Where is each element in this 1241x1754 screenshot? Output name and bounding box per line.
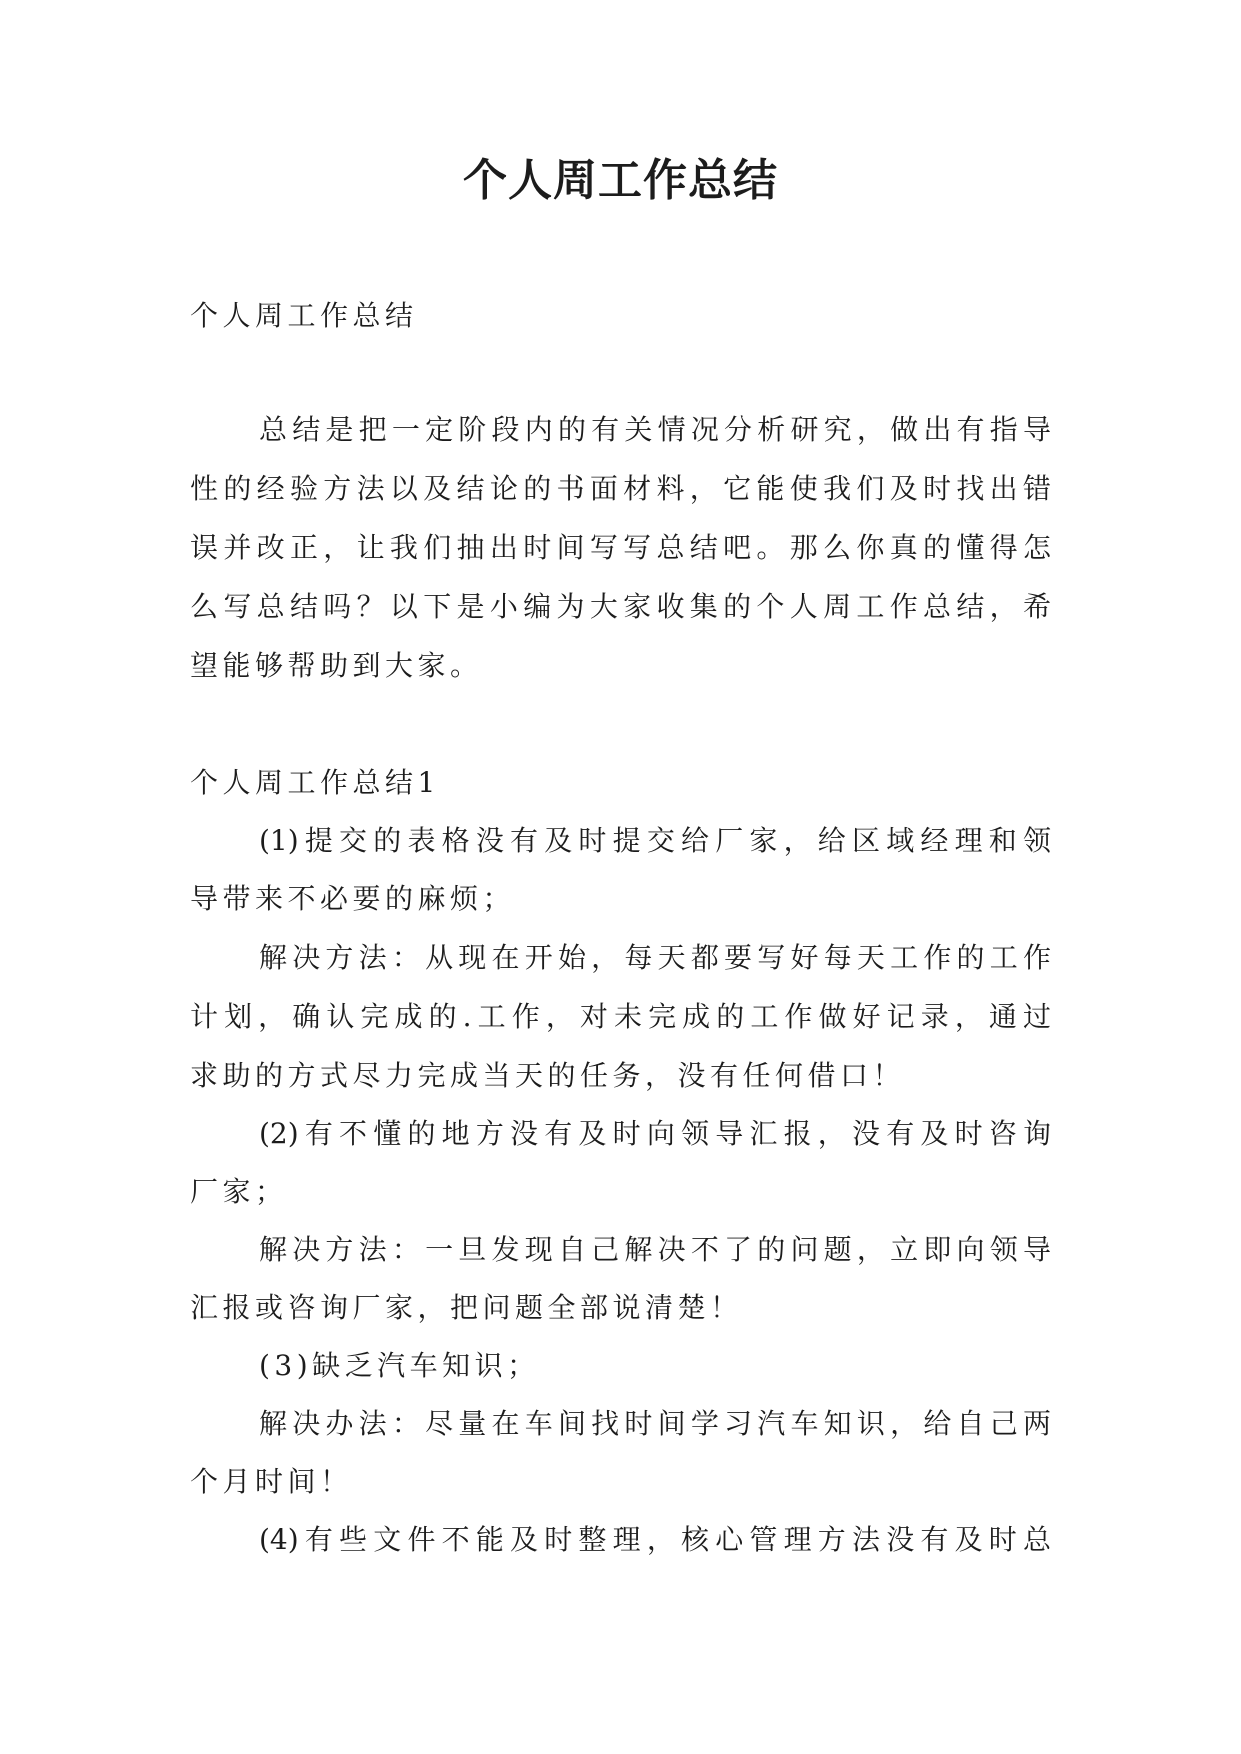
- section-line: 汇报或咨询厂家，把问题全部说清楚！: [190, 1291, 743, 1324]
- intro-line: 总结是把一定阶段内的有关情况分析研究，做出有指导: [259, 413, 1051, 446]
- intro-line: 误并改正，让我们抽出时间写写总结吧。那么你真的懂得怎: [190, 531, 1051, 564]
- section-line: 求助的方式尽力完成当天的任务，没有任何借口！: [190, 1059, 906, 1092]
- section-line: (1)提交的表格没有及时提交给厂家，给区域经理和领: [259, 824, 1051, 857]
- section-line: 解决办法：尽量在车间找时间学习汽车知识，给自己两: [259, 1407, 1051, 1440]
- section-line: 导带来不必要的麻烦；: [190, 882, 516, 915]
- intro-line: 性的经验方法以及结论的书面材料，它能使我们及时找出错: [190, 472, 1051, 505]
- section-heading: 个人周工作总结1: [190, 766, 440, 799]
- section-line: (3)缺乏汽车知识；: [259, 1349, 540, 1382]
- document-title: 个人周工作总结: [463, 155, 778, 206]
- section-line: (2)有不懂的地方没有及时向领导汇报，没有及时咨询: [259, 1117, 1051, 1150]
- intro-line: 么写总结吗？以下是小编为大家收集的个人周工作总结，希: [190, 590, 1051, 623]
- section-line: 厂家；: [190, 1175, 288, 1208]
- document-subtitle: 个人周工作总结: [190, 299, 418, 332]
- section-line: (4)有些文件不能及时整理，核心管理方法没有及时总: [259, 1523, 1051, 1556]
- section-line: 解决方法：一旦发现自己解决不了的问题，立即向领导: [259, 1233, 1051, 1266]
- section-line: 解决方法：从现在开始，每天都要写好每天工作的工作: [259, 941, 1051, 974]
- intro-line: 望能够帮助到大家。: [190, 649, 483, 682]
- section-line: 计划，确认完成的.工作，对未完成的工作做好记录，通过: [190, 1000, 1051, 1033]
- section-line: 个月时间！: [190, 1465, 353, 1498]
